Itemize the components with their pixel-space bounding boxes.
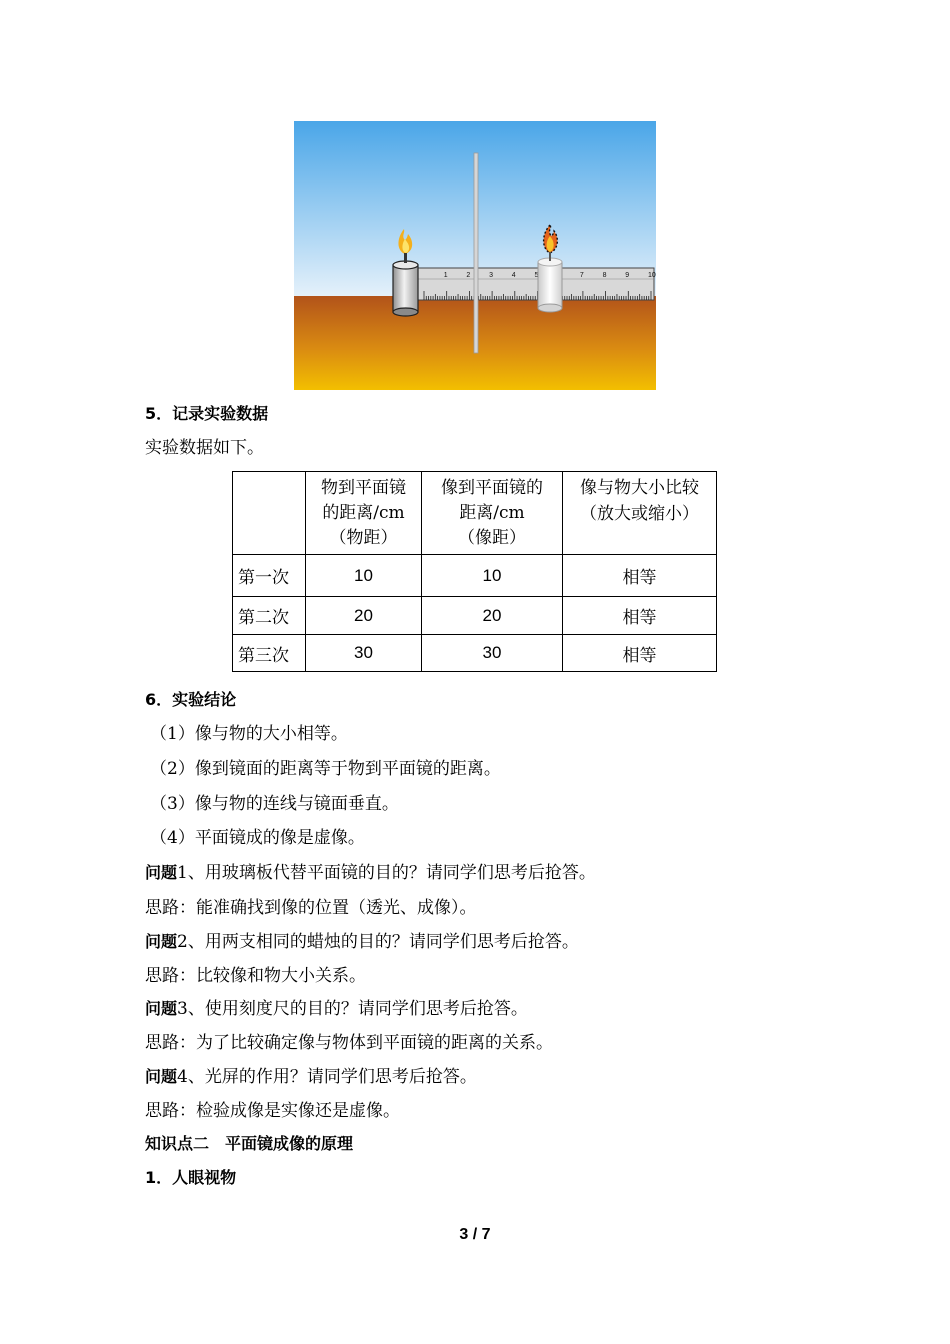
header-size-compare: 像与物大小比较 （放大或缩小） — [563, 472, 717, 555]
ruler-tick-label: 4 — [511, 272, 516, 279]
ruler-tick-label: 7 — [579, 272, 584, 279]
conclusion-item: （3）像与物的连线与镜面垂直。 — [150, 794, 399, 814]
conclusion-item: （4）平面镜成的像是虚像。 — [150, 828, 365, 848]
ruler-tick-label: 3 — [489, 272, 494, 279]
ruler-tick-label: 9 — [625, 272, 630, 279]
ruler-tick-label: 10 — [648, 272, 656, 279]
ruler-tick-label: 1 — [443, 272, 448, 279]
table-row: 第一次 10 10 相等 — [233, 555, 717, 597]
experiment-illustration — [294, 121, 656, 390]
subsection-1-title: 1．人眼视物 — [145, 1168, 237, 1187]
answer-2: 思路：比较像和物大小关系。 — [145, 966, 366, 986]
section-6-title: 6．实验结论 — [145, 690, 237, 709]
ruler — [414, 268, 656, 300]
glass-plate — [474, 153, 478, 353]
page-number: 3 / 7 — [459, 1226, 491, 1243]
header-image-distance: 像到平面镜的 距离/cm （像距） — [422, 472, 563, 555]
header-object-distance: 物到平面镜 的距离/cm （物距） — [306, 472, 422, 555]
header-empty — [233, 472, 306, 555]
section-5-intro: 实验数据如下。 — [145, 438, 264, 458]
table-row: 第二次 20 20 相等 — [233, 597, 717, 635]
question-1: 问题1、用玻璃板代替平面镜的目的？请同学们思考后抢答。 — [145, 863, 596, 883]
question-4: 问题4、光屏的作用？请同学们思考后抢答。 — [145, 1067, 477, 1087]
question-3: 问题3、使用刻度尺的目的？请同学们思考后抢答。 — [145, 999, 528, 1019]
conclusion-item: （1）像与物的大小相等。 — [150, 724, 348, 744]
answer-4: 思路：检验成像是实像还是虚像。 — [145, 1101, 400, 1121]
knowledge-point-2-title: 知识点二 平面镜成像的原理 — [145, 1134, 354, 1153]
data-table — [232, 471, 717, 672]
conclusion-item: （2）像到镜面的距离等于物到平面镜的距离。 — [150, 759, 501, 779]
ruler-tick-label: 8 — [602, 272, 607, 279]
table-row: 第三次 30 30 相等 — [233, 635, 717, 672]
table-header-row — [233, 472, 717, 555]
ruler-tick-label: 5 — [534, 272, 539, 279]
answer-3: 思路：为了比较确定像与物体到平面镜的距离的关系。 — [145, 1033, 553, 1053]
answer-1: 思路：能准确找到像的位置（透光、成像）。 — [145, 898, 477, 918]
section-5-title: 5．记录实验数据 — [145, 404, 269, 423]
question-2: 问题2、用两支相同的蜡烛的目的？请同学们思考后抢答。 — [145, 932, 579, 952]
ruler-tick-label: 2 — [466, 272, 471, 279]
